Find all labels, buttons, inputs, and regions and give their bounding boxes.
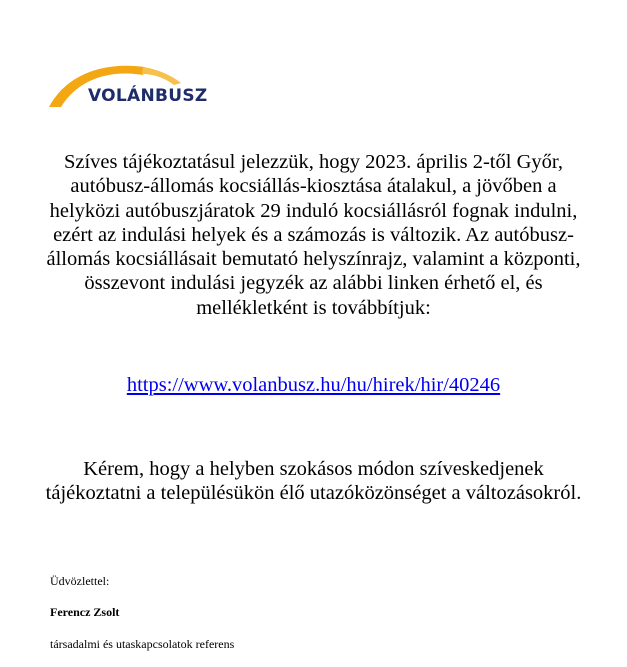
intro-paragraph: Szíves tájékoztatásul jelezzük, hogy 2023. április 2-től Győr, autóbusz-állomás kocsiállás-kiosztása átalakul, a jövőben a helyközi autóbuszjáratok 29 induló kocsiállásról fognak indulni, ezért az indulási helyek és a számozás is változik. Az autóbusz-állomás kocsiállásait bemutató helyszínrajz, valamint a központi, összevont indulási jegyzék az alábbi linken érhető el, és mellékletként is továbbítjuk:: [46, 151, 581, 319]
logo-wordmark: VOLÁNBUSZ: [88, 86, 208, 106]
link-line: [40, 373, 587, 397]
request-paragraph: Kérem, hogy a helyben szokásos módon szíveskedjenek tájékoztatni a településükön élő utazóközönséget a változásokról.: [45, 458, 582, 505]
signer-name: Ferencz Zsolt: [50, 605, 120, 619]
info-link[interactable]: https://www.volanbusz.hu/hu/hirek/hir/40246: [126, 374, 501, 396]
greeting: Üdvözlettel:: [50, 574, 110, 588]
volanbusz-logo: [47, 63, 215, 109]
signer-role: társadalmi és utaskapcsolatok referens: [50, 637, 235, 651]
